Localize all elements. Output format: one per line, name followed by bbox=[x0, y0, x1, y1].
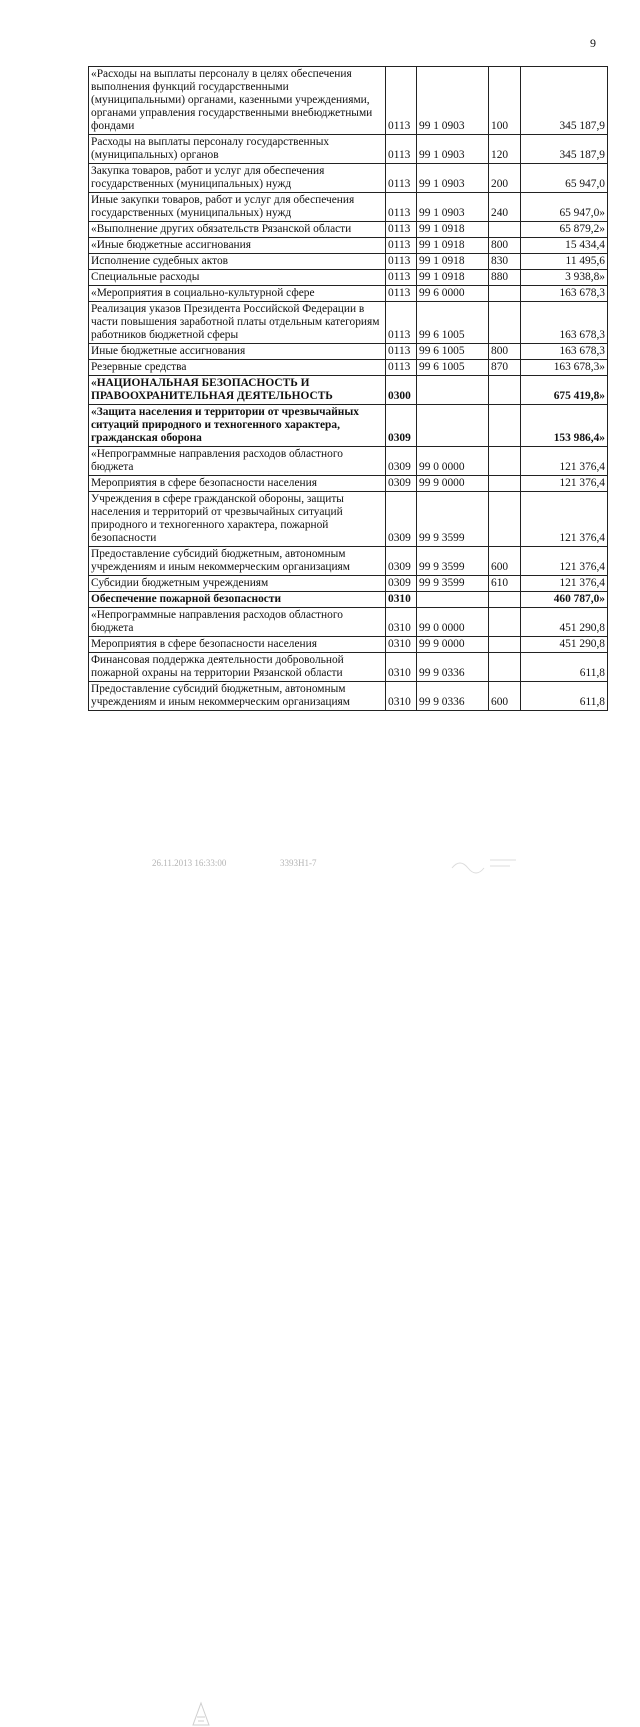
row-amount: 451 290,8 bbox=[521, 608, 608, 637]
footer-timestamp: 26.11.2013 16:33:00 bbox=[152, 858, 227, 868]
row-section-code: 0113 bbox=[386, 67, 417, 135]
row-amount: 3 938,8» bbox=[521, 270, 608, 286]
row-target-code bbox=[417, 405, 489, 447]
table-row bbox=[89, 637, 608, 653]
row-section-code: 0310 bbox=[386, 637, 417, 653]
row-name: Расходы на выплаты персоналу государственных (муниципальных) органов bbox=[89, 135, 386, 164]
row-expense-type-code bbox=[489, 302, 521, 344]
row-name: Субсидии бюджетным учреждениям bbox=[89, 576, 386, 592]
row-amount: 65 947,0» bbox=[521, 193, 608, 222]
row-section-code: 0113 bbox=[386, 238, 417, 254]
row-name: Иные закупки товаров, работ и услуг для обеспечения государственных (муниципальных) нужд bbox=[89, 193, 386, 222]
row-name: «НАЦИОНАЛЬНАЯ БЕЗОПАСНОСТЬ И ПРАВООХРАНИТЕЛЬНАЯ ДЕЯТЕЛЬНОСТЬ bbox=[89, 376, 386, 405]
row-amount: 675 419,8» bbox=[521, 376, 608, 405]
row-name: Иные бюджетные ассигнования bbox=[89, 344, 386, 360]
table-row bbox=[89, 67, 608, 135]
row-expense-type-code: 880 bbox=[489, 270, 521, 286]
table-row bbox=[89, 447, 608, 476]
row-target-code: 99 1 0918 bbox=[417, 238, 489, 254]
table-row bbox=[89, 270, 608, 286]
row-amount: 163 678,3 bbox=[521, 344, 608, 360]
row-amount: 345 187,9 bbox=[521, 135, 608, 164]
watermark-stamp-icon bbox=[191, 1701, 211, 1727]
row-expense-type-code bbox=[489, 592, 521, 608]
row-name: «Мероприятия в социально-культурной сфере bbox=[89, 286, 386, 302]
row-amount: 163 678,3 bbox=[521, 286, 608, 302]
table-row bbox=[89, 476, 608, 492]
row-expense-type-code: 800 bbox=[489, 344, 521, 360]
table-row bbox=[89, 254, 608, 270]
row-section-code: 0309 bbox=[386, 447, 417, 476]
row-name: «Непрограммные направления расходов областного бюджета bbox=[89, 608, 386, 637]
table-row bbox=[89, 135, 608, 164]
row-section-code: 0310 bbox=[386, 682, 417, 711]
row-amount: 121 376,4 bbox=[521, 492, 608, 547]
row-amount: 451 290,8 bbox=[521, 637, 608, 653]
row-target-code: 99 9 0000 bbox=[417, 476, 489, 492]
table-row bbox=[89, 492, 608, 547]
row-amount: 611,8 bbox=[521, 653, 608, 682]
row-name: Закупка товаров, работ и услуг для обеспечения государственных (муниципальных) нужд bbox=[89, 164, 386, 193]
row-section-code: 0113 bbox=[386, 270, 417, 286]
row-target-code: 99 9 0336 bbox=[417, 653, 489, 682]
table-row bbox=[89, 302, 608, 344]
table-row bbox=[89, 164, 608, 193]
row-section-code: 0113 bbox=[386, 360, 417, 376]
row-expense-type-code bbox=[489, 608, 521, 637]
row-section-code: 0309 bbox=[386, 492, 417, 547]
row-section-code: 0309 bbox=[386, 547, 417, 576]
row-section-code: 0113 bbox=[386, 135, 417, 164]
row-section-code: 0113 bbox=[386, 344, 417, 360]
row-amount: 121 376,4 bbox=[521, 447, 608, 476]
row-target-code: 99 1 0918 bbox=[417, 222, 489, 238]
row-target-code: 99 0 0000 bbox=[417, 608, 489, 637]
row-name: «Выполнение других обязательств Рязанской области bbox=[89, 222, 386, 238]
row-section-code: 0310 bbox=[386, 653, 417, 682]
row-expense-type-code: 610 bbox=[489, 576, 521, 592]
row-target-code: 99 9 0000 bbox=[417, 637, 489, 653]
row-target-code: 99 6 0000 bbox=[417, 286, 489, 302]
row-section-code: 0113 bbox=[386, 193, 417, 222]
row-amount: 65 947,0 bbox=[521, 164, 608, 193]
row-section-code: 0309 bbox=[386, 476, 417, 492]
row-expense-type-code: 240 bbox=[489, 193, 521, 222]
row-amount: 11 495,6 bbox=[521, 254, 608, 270]
table-row bbox=[89, 286, 608, 302]
row-amount: 121 376,4 bbox=[521, 476, 608, 492]
row-target-code: 99 1 0903 bbox=[417, 135, 489, 164]
table-row bbox=[89, 608, 608, 637]
row-expense-type-code bbox=[489, 476, 521, 492]
row-amount: 121 376,4 bbox=[521, 576, 608, 592]
budget-table bbox=[88, 66, 608, 711]
table-row bbox=[89, 682, 608, 711]
row-section-code: 0113 bbox=[386, 254, 417, 270]
table-row bbox=[89, 405, 608, 447]
row-name: Реализация указов Президента Российской Федерации в части повышения заработной платы отдельным категориям работников бюджетной сферы bbox=[89, 302, 386, 344]
row-section-code: 0310 bbox=[386, 592, 417, 608]
row-name: Обеспечение пожарной безопасности bbox=[89, 592, 386, 608]
row-expense-type-code: 800 bbox=[489, 238, 521, 254]
row-section-code: 0309 bbox=[386, 405, 417, 447]
row-section-code: 0309 bbox=[386, 576, 417, 592]
row-amount: 15 434,4 bbox=[521, 238, 608, 254]
table-row bbox=[89, 238, 608, 254]
row-expense-type-code: 600 bbox=[489, 547, 521, 576]
row-target-code: 99 9 3599 bbox=[417, 492, 489, 547]
row-name: Специальные расходы bbox=[89, 270, 386, 286]
row-name: Предоставление субсидий бюджетным, автономным учреждениям и иным некоммерческим организациям bbox=[89, 682, 386, 711]
row-target-code: 99 6 1005 bbox=[417, 344, 489, 360]
row-expense-type-code: 870 bbox=[489, 360, 521, 376]
footer-doc-id: 3393Н1-7 bbox=[280, 858, 317, 868]
table-row bbox=[89, 376, 608, 405]
table-row bbox=[89, 653, 608, 682]
table-row bbox=[89, 547, 608, 576]
row-target-code bbox=[417, 376, 489, 405]
table-row bbox=[89, 576, 608, 592]
row-name: Финансовая поддержка деятельности добровольной пожарной охраны на территории Рязанской области bbox=[89, 653, 386, 682]
row-expense-type-code bbox=[489, 405, 521, 447]
row-expense-type-code: 830 bbox=[489, 254, 521, 270]
row-section-code: 0113 bbox=[386, 164, 417, 193]
row-target-code: 99 1 0903 bbox=[417, 193, 489, 222]
row-name: Резервные средства bbox=[89, 360, 386, 376]
row-target-code: 99 6 1005 bbox=[417, 360, 489, 376]
row-target-code: 99 9 3599 bbox=[417, 547, 489, 576]
row-expense-type-code: 120 bbox=[489, 135, 521, 164]
row-name: «Непрограммные направления расходов областного бюджета bbox=[89, 447, 386, 476]
row-target-code: 99 1 0918 bbox=[417, 254, 489, 270]
row-target-code: 99 6 1005 bbox=[417, 302, 489, 344]
row-expense-type-code bbox=[489, 447, 521, 476]
row-target-code: 99 1 0903 bbox=[417, 164, 489, 193]
row-expense-type-code bbox=[489, 492, 521, 547]
row-expense-type-code bbox=[489, 653, 521, 682]
row-expense-type-code bbox=[489, 286, 521, 302]
row-name: Мероприятия в сфере безопасности населения bbox=[89, 476, 386, 492]
row-name: Учреждения в сфере гражданской обороны, защиты населения и территорий от чрезвычайных ситуаций природного и техногенного характера, пожарной безопасности bbox=[89, 492, 386, 547]
row-expense-type-code bbox=[489, 376, 521, 405]
footer bbox=[88, 852, 608, 876]
table-row bbox=[89, 344, 608, 360]
row-target-code: 99 0 0000 bbox=[417, 447, 489, 476]
row-target-code: 99 1 0903 bbox=[417, 67, 489, 135]
row-name: «Иные бюджетные ассигнования bbox=[89, 238, 386, 254]
row-target-code: 99 1 0918 bbox=[417, 270, 489, 286]
row-name: Исполнение судебных актов bbox=[89, 254, 386, 270]
row-section-code: 0310 bbox=[386, 608, 417, 637]
row-section-code: 0300 bbox=[386, 376, 417, 405]
page-number: 9 bbox=[590, 36, 596, 50]
row-name: Мероприятия в сфере безопасности населения bbox=[89, 637, 386, 653]
row-amount: 121 376,4 bbox=[521, 547, 608, 576]
budget-table-body bbox=[89, 67, 608, 711]
row-expense-type-code: 600 bbox=[489, 682, 521, 711]
row-target-code: 99 9 3599 bbox=[417, 576, 489, 592]
row-name: «Защита населения и территории от чрезвычайных ситуаций природного и техногенного характера, гражданская оборона bbox=[89, 405, 386, 447]
row-expense-type-code: 100 bbox=[489, 67, 521, 135]
row-amount: 153 986,4» bbox=[521, 405, 608, 447]
row-section-code: 0113 bbox=[386, 286, 417, 302]
row-amount: 460 787,0» bbox=[521, 592, 608, 608]
row-amount: 65 879,2» bbox=[521, 222, 608, 238]
row-amount: 345 187,9 bbox=[521, 67, 608, 135]
table-row bbox=[89, 222, 608, 238]
row-section-code: 0113 bbox=[386, 302, 417, 344]
row-expense-type-code bbox=[489, 637, 521, 653]
row-amount: 611,8 bbox=[521, 682, 608, 711]
row-name: Предоставление субсидий бюджетным, автономным учреждениям и иным некоммерческим организациям bbox=[89, 547, 386, 576]
row-expense-type-code bbox=[489, 222, 521, 238]
row-name: «Расходы на выплаты персоналу в целях обеспечения выполнения функций государственными (муниципальными) органами, казенными учреждениями, органами управления государственными внебюджетными фондами bbox=[89, 67, 386, 135]
table-row bbox=[89, 592, 608, 608]
table-row bbox=[89, 193, 608, 222]
row-expense-type-code: 200 bbox=[489, 164, 521, 193]
row-section-code: 0113 bbox=[386, 222, 417, 238]
faded-mark-icon bbox=[450, 854, 520, 874]
row-amount: 163 678,3» bbox=[521, 360, 608, 376]
row-amount: 163 678,3 bbox=[521, 302, 608, 344]
row-target-code bbox=[417, 592, 489, 608]
row-target-code: 99 9 0336 bbox=[417, 682, 489, 711]
table-row bbox=[89, 360, 608, 376]
